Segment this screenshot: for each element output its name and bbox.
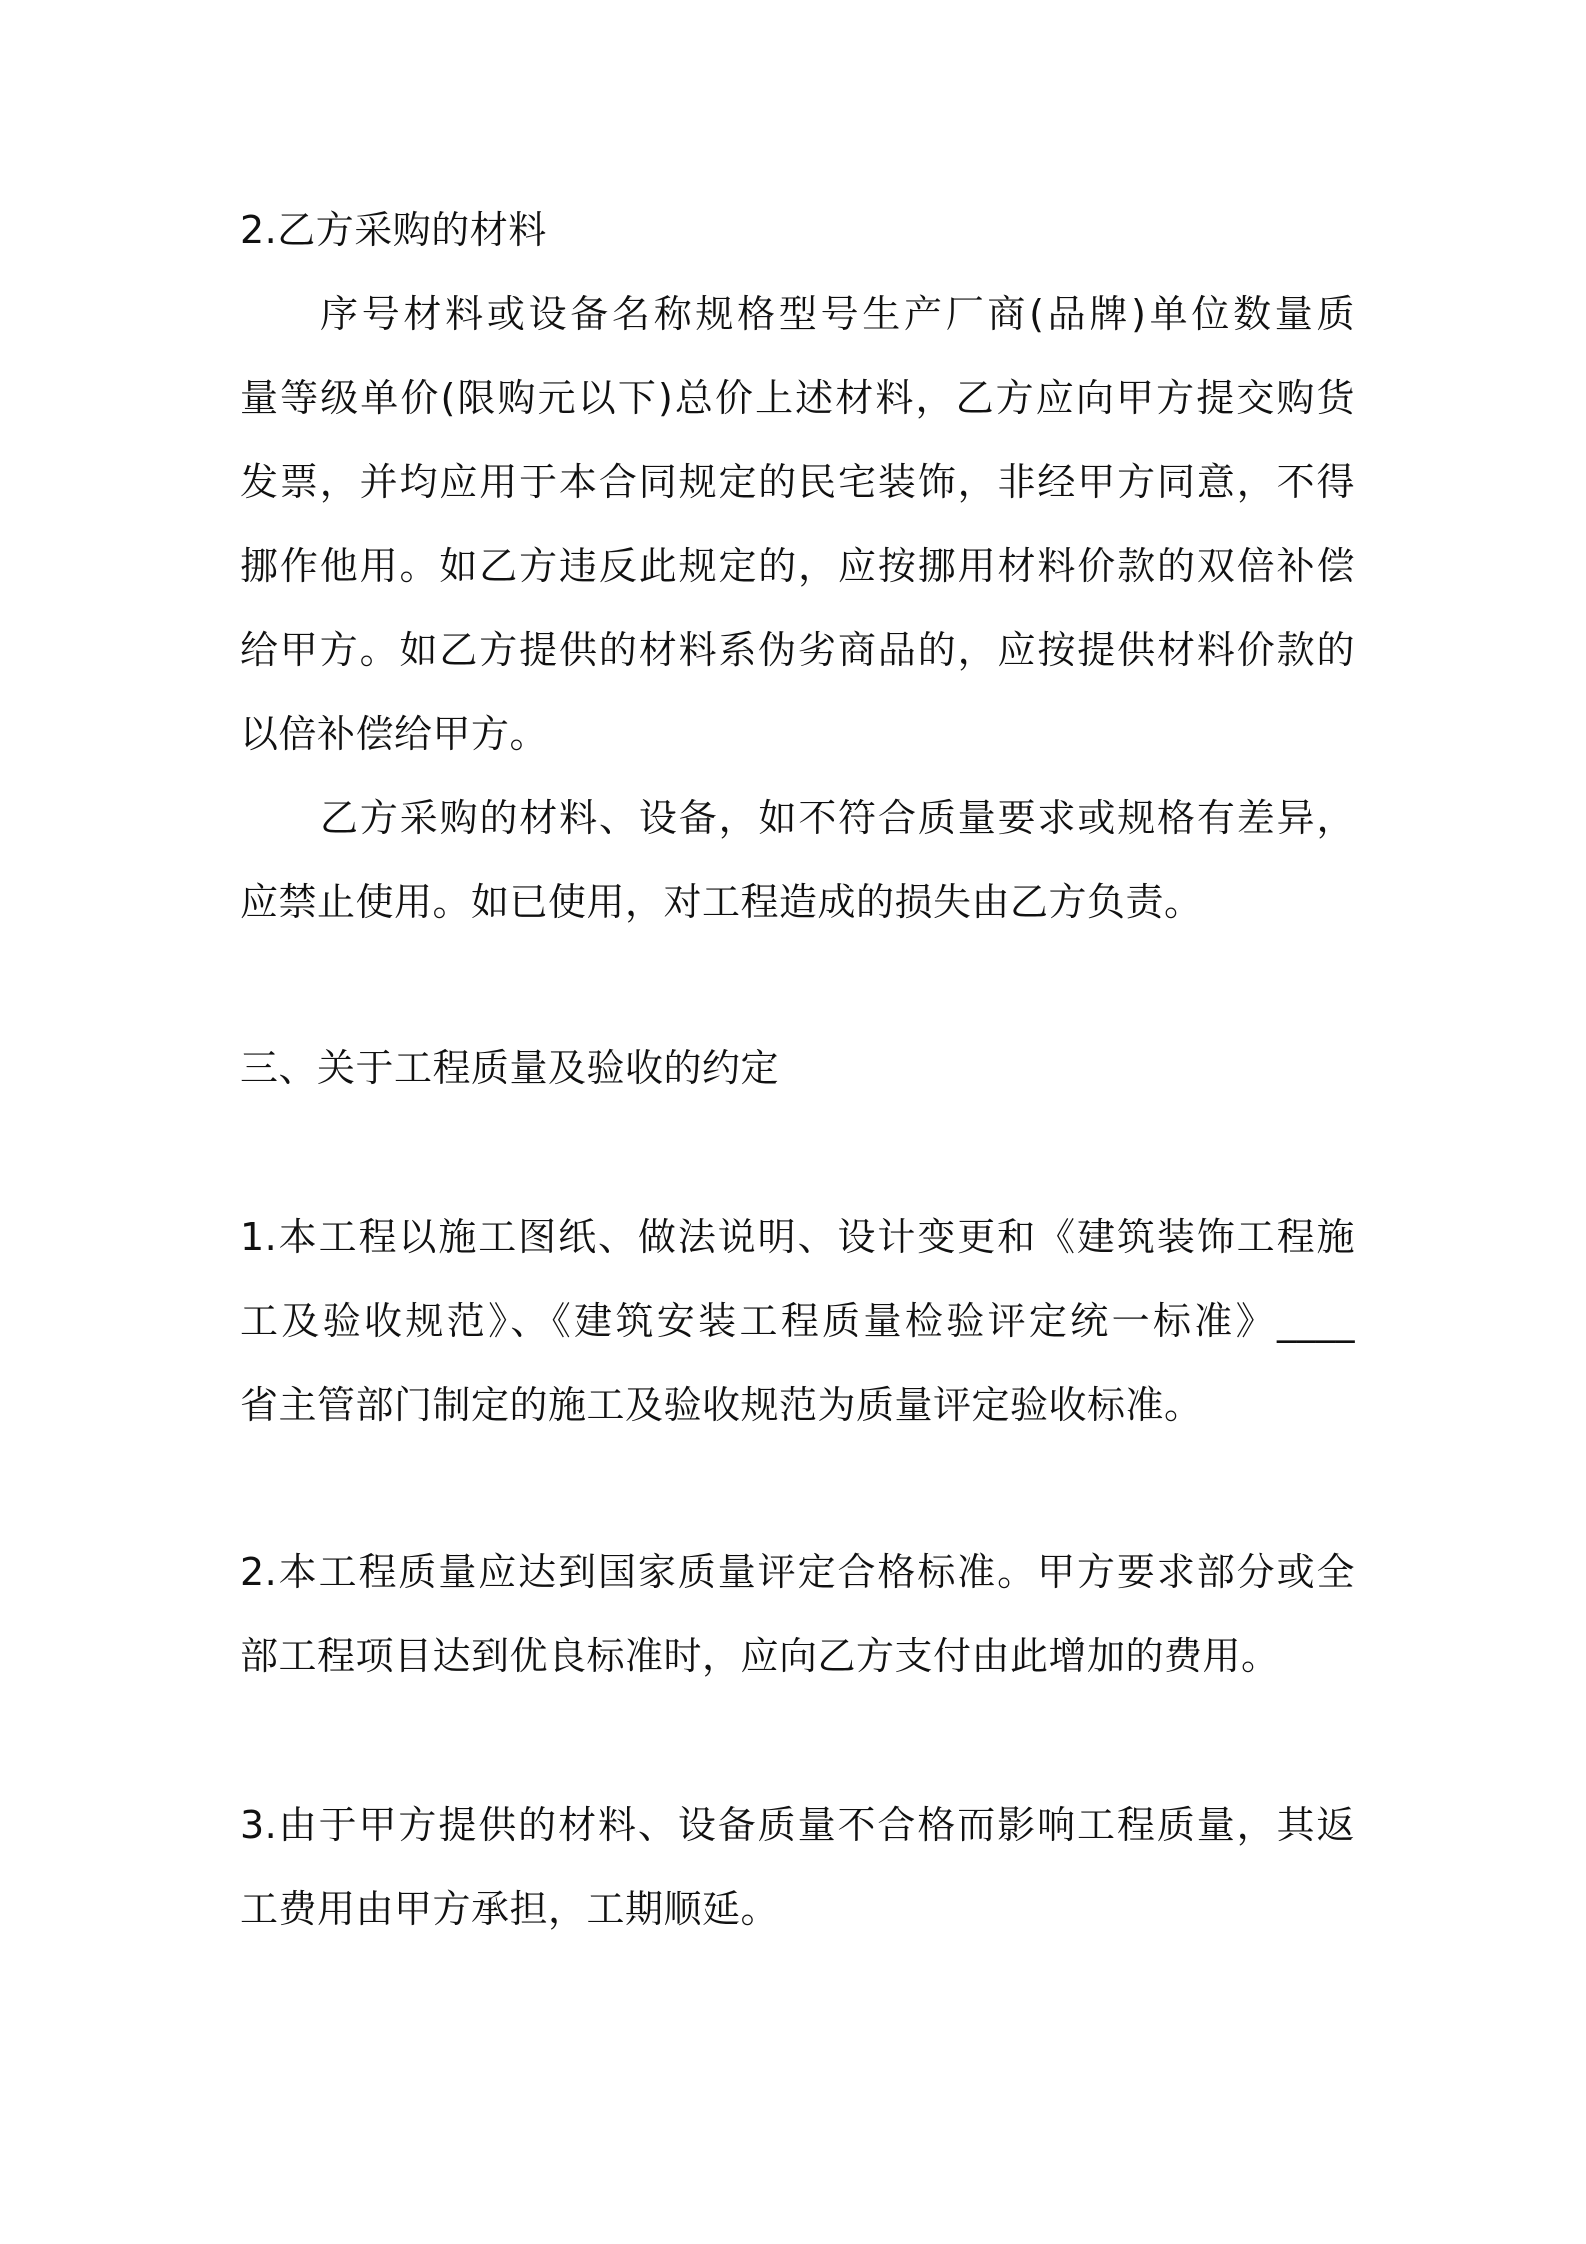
section-heading-materials (240, 188, 1355, 272)
section-heading-quality-acceptance (240, 1026, 1355, 1110)
clause-1 (240, 1195, 1355, 1447)
clause-line: 3.由于甲方提供的材料、设备质量不合格而影响工程质量，其返 (240, 1803, 1355, 1847)
clause-line: 工费用由甲方承担，工期顺延。 (240, 1887, 780, 1931)
paragraph-line: 应禁止使用。如已使用，对工程造成的损失由乙方负责。 (240, 880, 1203, 924)
paragraph-line: 挪作他用。如乙方违反此规定的，应按挪用材料价款的双倍补偿 (240, 544, 1355, 588)
clause-2 (240, 1530, 1355, 1698)
paragraph-line: 量等级单价(限购元以下)总价上述材料，乙方应向甲方提交购货 (240, 376, 1355, 420)
paragraph-line: 发票，并均应用于本合同规定的民宅装饰，非经甲方同意，不得 (240, 460, 1355, 504)
paragraph-line: 给甲方。如乙方提供的材料系伪劣商品的，应按提供材料价款的 (240, 628, 1355, 672)
clause-line: 2.本工程质量应达到国家质量评定合格标准。甲方要求部分或全 (240, 1550, 1355, 1594)
paragraph-line: 乙方采购的材料、设备，如不符合质量要求或规格有差异， (320, 796, 1355, 840)
clause-line: 工及验收规范》、《建筑安装工程质量检验评定统一标准》____ (240, 1299, 1355, 1343)
clause-line: 部工程项目达到优良标准时，应向乙方支付由此增加的费用。 (240, 1634, 1280, 1678)
paragraph-materials-quality (240, 776, 1355, 944)
clause-line: 省主管部门制定的施工及验收规范为质量评定验收标准。 (240, 1383, 1203, 1427)
paragraph-line: 以倍补偿给甲方。 (240, 712, 549, 756)
paragraph-line: 序号材料或设备名称规格型号生产厂商(品牌)单位数量质 (320, 292, 1355, 336)
clause-line: 1.本工程以施工图纸、做法说明、设计变更和《建筑装饰工程施 (240, 1215, 1355, 1259)
paragraph-materials-purchase (240, 272, 1355, 776)
clause-3 (240, 1783, 1355, 1951)
heading-text: 2.乙方采购的材料 (240, 208, 547, 252)
heading-text: 三、关于工程质量及验收的约定 (240, 1046, 780, 1090)
